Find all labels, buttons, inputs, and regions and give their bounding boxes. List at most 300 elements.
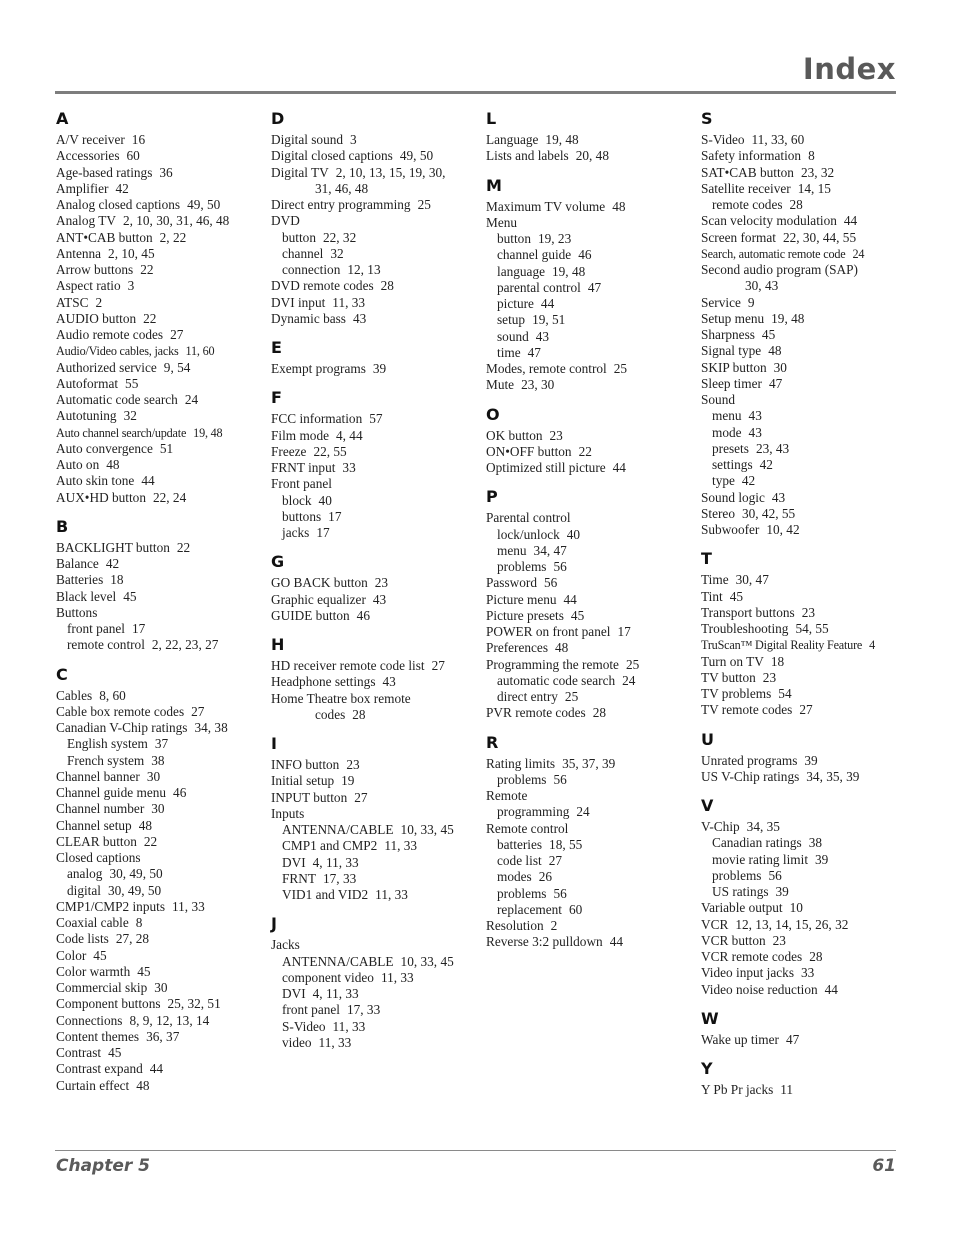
- entry-pages: 43: [352, 310, 367, 326]
- section-letter: R: [486, 732, 499, 752]
- index-entry: [701, 621, 911, 637]
- index-subentry: [701, 868, 911, 884]
- index-entry: [701, 965, 911, 981]
- entry-term: Exempt programs: [271, 361, 366, 376]
- index-subentry: [701, 425, 911, 441]
- section-letter: L: [486, 109, 497, 128]
- entry-term: movie rating limit: [712, 851, 809, 867]
- entry-pages: 11, 33: [332, 294, 366, 310]
- index-entry: [486, 608, 696, 624]
- index-subentry: [271, 230, 481, 246]
- index-entry: [271, 592, 481, 608]
- index-subentry: [271, 1019, 481, 1035]
- index-subentry: [486, 559, 696, 575]
- entry-term: Automatic code search: [56, 392, 178, 407]
- entry-term: Audio remote codes: [56, 327, 164, 342]
- index-subentry: [56, 753, 266, 769]
- entry-term: Lists and labels: [486, 148, 569, 164]
- entry-pages: 45: [137, 963, 151, 979]
- entry-pages: 2, 10, 13, 15, 19, 30,: [335, 164, 446, 180]
- entry-term: Curtain effect: [56, 1077, 130, 1093]
- entry-term: mode: [712, 424, 742, 440]
- index-entry: [56, 1045, 266, 1061]
- index-entry: [56, 311, 266, 327]
- index-entry: [486, 640, 696, 656]
- index-entry: [486, 510, 696, 526]
- entry-pages: 34, 35: [746, 819, 780, 834]
- entry-pages: 22, 32: [322, 229, 357, 245]
- section-letter: Y: [701, 1059, 713, 1078]
- index-subentry: [486, 247, 696, 263]
- index-entry: [56, 181, 266, 197]
- index-entry: [271, 181, 481, 197]
- entry-term: channel: [282, 245, 324, 261]
- index-entry: [56, 278, 266, 294]
- entry-pages: 24: [184, 392, 199, 407]
- index-subentry: [486, 902, 696, 918]
- entry-term: Remote: [486, 788, 528, 803]
- entry-term: Black level: [56, 588, 117, 604]
- index-section-r: [486, 731, 696, 951]
- entry-term: language: [497, 263, 545, 279]
- index-entry: [56, 473, 266, 489]
- entry-pages: 2, 22, 23, 27: [151, 637, 219, 653]
- entry-pages: 60: [126, 148, 140, 164]
- entry-term: S-Video: [701, 132, 745, 147]
- entry-pages: 39: [372, 361, 387, 376]
- entry-term: modes: [497, 869, 532, 885]
- section-letter: O: [486, 404, 500, 424]
- entry-term: jacks: [282, 525, 310, 540]
- section-letter: E: [271, 338, 282, 357]
- entry-term: DVD: [271, 213, 300, 229]
- index-subentry: [486, 869, 696, 885]
- entry-pages: 23: [801, 604, 816, 620]
- section-letter: W: [701, 1008, 719, 1028]
- index-entry: [701, 392, 911, 408]
- entry-term: ANTENNA/CABLE: [282, 953, 394, 969]
- index-subentry: [486, 886, 696, 902]
- entry-term: CMP1 and CMP2: [282, 838, 378, 854]
- index-entry: [271, 658, 481, 674]
- entry-term: AUDIO button: [56, 310, 137, 326]
- index-entry: [701, 360, 911, 376]
- index-entry: [701, 148, 911, 164]
- entry-term: block: [282, 492, 312, 508]
- entry-term: problems: [497, 771, 547, 787]
- entry-term: Jacks: [271, 937, 300, 953]
- entry-pages: 24: [576, 804, 590, 820]
- entry-pages: 43: [372, 591, 387, 607]
- index-subentry: [56, 883, 266, 899]
- entry-term: ON•OFF button: [486, 443, 572, 459]
- entry-pages: 33: [342, 460, 356, 475]
- index-entry: [271, 937, 481, 953]
- index-entry: [701, 933, 911, 949]
- entry-term: presets: [712, 440, 749, 456]
- entry-term: FRNT: [282, 870, 316, 886]
- entry-pages: 54: [778, 686, 792, 701]
- entry-pages: 30, 47: [735, 572, 769, 588]
- index-subentry: [701, 457, 911, 473]
- entry-pages: 23: [549, 427, 563, 443]
- entry-pages: 23: [772, 932, 786, 948]
- section-letter: D: [271, 109, 285, 128]
- entry-pages: 48: [612, 198, 626, 214]
- entry-term: video: [282, 1034, 312, 1050]
- index-entry: [701, 949, 911, 965]
- index-entry: [486, 705, 696, 721]
- entry-term: type: [712, 473, 735, 489]
- entry-term: S-Video: [282, 1018, 326, 1034]
- entry-term: Canadian V-Chip ratings: [56, 720, 188, 735]
- index-entry: [701, 262, 911, 278]
- entry-term: ANTENNA/CABLE: [282, 822, 394, 837]
- entry-term: Service: [701, 294, 741, 310]
- index-entry: [701, 686, 911, 702]
- entry-term: Color warmth: [56, 963, 131, 979]
- index-section-e: [271, 336, 481, 377]
- entry-term: Authorized service: [56, 359, 157, 375]
- entry-pages: 34, 47: [533, 542, 567, 558]
- index-entry: [56, 540, 266, 556]
- entry-pages: 48: [768, 343, 782, 359]
- entry-term: button: [282, 229, 316, 245]
- entry-pages: 23, 30: [521, 377, 555, 393]
- index-entry: [56, 688, 266, 704]
- entry-pages: 17: [316, 525, 330, 540]
- entry-pages: 43: [748, 408, 762, 424]
- entry-pages: 42: [741, 473, 756, 489]
- entry-term: Subwoofer: [701, 522, 760, 537]
- index-subentry: [56, 637, 266, 653]
- index-entry: [56, 230, 266, 246]
- entry-term: Aspect ratio: [56, 278, 121, 294]
- index-entry: [271, 278, 481, 294]
- index-entry: [56, 213, 266, 229]
- entry-term: Antenna: [56, 245, 102, 261]
- entry-term: Scan velocity modulation: [701, 213, 837, 229]
- index-section-p: [486, 485, 696, 721]
- entry-term: Signal type: [701, 343, 762, 359]
- section-letter: V: [701, 796, 714, 815]
- entry-pages: 23: [374, 575, 389, 591]
- entry-pages: 25: [625, 656, 640, 672]
- entry-term: DVI: [282, 854, 306, 870]
- entry-term: GO BACK button: [271, 575, 368, 591]
- index-subentry: [486, 804, 696, 820]
- entry-term: V-Chip: [701, 819, 740, 834]
- entry-term: Autotuning: [56, 408, 117, 424]
- index-entry: [701, 589, 911, 605]
- page-number: 61: [872, 1156, 896, 1176]
- entry-term: Rating limits: [486, 755, 556, 771]
- entry-pages: 2, 10, 45: [108, 245, 155, 261]
- index-entry: [56, 408, 266, 424]
- entry-term: Parental control: [486, 510, 571, 526]
- index-column-2: [271, 107, 481, 1060]
- entry-term: setup: [497, 312, 526, 328]
- entry-term: automatic code search: [497, 672, 616, 688]
- entry-term: Digital closed captions: [271, 148, 393, 164]
- entry-pages: 32: [123, 408, 137, 424]
- index-subentry: [486, 280, 696, 296]
- entry-pages: 3: [127, 278, 135, 294]
- entry-term: Auto skin tone: [56, 473, 135, 489]
- index-entry: [56, 165, 266, 181]
- index-subentry: [701, 441, 911, 457]
- entry-pages: 10: [789, 900, 803, 916]
- entry-term: Film mode: [271, 427, 329, 443]
- index-subentry: [486, 772, 696, 788]
- entry-term: Cable box remote codes: [56, 703, 185, 719]
- entry-term: Y Pb Pr jacks: [701, 1082, 774, 1097]
- entry-pages: 22: [578, 443, 592, 459]
- index-entry: [56, 327, 266, 343]
- entry-term: Code lists: [56, 931, 109, 947]
- index-entry: [271, 213, 481, 229]
- entry-pages: 35, 37, 39: [562, 755, 616, 771]
- entry-term: code list: [497, 853, 542, 868]
- entry-term: Audio/Video cables, jacks: [56, 344, 179, 359]
- index-subentry: [486, 345, 696, 361]
- entry-pages: 45: [123, 588, 137, 604]
- entry-pages: 28: [352, 706, 366, 722]
- index-entry: [701, 819, 911, 835]
- entry-term: menu: [497, 542, 527, 558]
- index-section-c: [56, 663, 266, 1094]
- index-entry: [271, 295, 481, 311]
- index-section-w: [701, 1007, 911, 1048]
- entry-pages: 10, 42: [766, 522, 800, 537]
- entry-pages: 48: [555, 640, 569, 656]
- entry-term: Second audio program (SAP): [701, 262, 858, 277]
- index-entry: [56, 931, 266, 947]
- entry-pages: 19, 51: [532, 312, 566, 328]
- entry-term: programming: [497, 804, 570, 820]
- entry-term: Canadian ratings: [712, 835, 802, 851]
- entry-term: Sleep timer: [701, 375, 762, 391]
- index-subentry: [271, 871, 481, 887]
- entry-term: Age-based ratings: [56, 164, 153, 180]
- entry-pages: 43: [382, 674, 396, 690]
- entry-pages: 30, 49, 50: [109, 866, 163, 882]
- entry-pages: 10, 33, 45: [400, 822, 454, 837]
- section-letter: F: [271, 388, 282, 408]
- index-section-d: [271, 107, 481, 327]
- index-entry: [701, 637, 911, 653]
- index-entry: [701, 132, 911, 148]
- section-letter: G: [271, 552, 285, 572]
- index-entry: [271, 790, 481, 806]
- index-entry: [701, 522, 911, 538]
- entry-pages: 47: [587, 279, 602, 295]
- entry-term: DVI input: [271, 294, 326, 310]
- index-subentry: [486, 296, 696, 312]
- entry-term: Search, automatic remote code: [701, 246, 846, 261]
- page-title: Index: [802, 52, 896, 86]
- entry-pages: 49, 50: [399, 148, 434, 164]
- entry-term: ATSC: [56, 294, 89, 310]
- entry-pages: 25, 32, 51: [167, 996, 221, 1012]
- index-section-s: [701, 107, 911, 538]
- section-letter: T: [701, 549, 712, 569]
- entry-term: Sound logic: [701, 489, 765, 505]
- entry-term: HD receiver remote code list: [271, 658, 425, 673]
- entry-term: codes: [315, 706, 346, 722]
- entry-pages: 30: [146, 768, 161, 784]
- entry-term: VCR: [701, 916, 729, 932]
- entry-pages: 22: [143, 833, 158, 849]
- entry-pages: 27: [354, 789, 368, 805]
- entry-pages: 18, 55: [549, 836, 583, 852]
- entry-term: Variable output: [701, 900, 783, 916]
- entry-pages: 11: [780, 1082, 794, 1097]
- entry-pages: 36, 37: [146, 1028, 180, 1044]
- index-entry: [701, 900, 911, 916]
- entry-term: Menu: [486, 214, 518, 230]
- index-subentry: [271, 838, 481, 854]
- entry-term: Unrated programs: [701, 752, 798, 768]
- entry-term: Tint: [701, 588, 723, 604]
- entry-term: ANT•CAB button: [56, 229, 153, 245]
- entry-pages: 30, 42, 55: [741, 505, 796, 521]
- entry-term: settings: [712, 457, 753, 472]
- index-entry: [701, 213, 911, 229]
- index-entry: [701, 702, 911, 718]
- entry-term: Arrow buttons: [56, 262, 134, 277]
- entry-term: menu: [712, 408, 742, 424]
- index-subentry: [486, 264, 696, 280]
- index-entry: [486, 460, 696, 476]
- entry-pages: 43: [748, 424, 762, 440]
- entry-term: AUX•HD button: [56, 489, 146, 505]
- section-letter: M: [486, 175, 502, 195]
- index-section-a: [56, 107, 266, 506]
- entry-term: sound: [497, 328, 529, 344]
- entry-pages: 17: [328, 508, 342, 524]
- entry-term: Digital sound: [271, 132, 344, 147]
- index-entry: [56, 704, 266, 720]
- entry-term: Wake up timer: [701, 1031, 779, 1047]
- index-entry: [486, 361, 696, 377]
- entry-term: SKIP button: [701, 359, 767, 375]
- entry-term: batteries: [497, 836, 543, 852]
- index-subentry: [271, 986, 481, 1002]
- index-entry: [486, 918, 696, 934]
- entry-term: Analog TV: [56, 213, 116, 229]
- entry-pages: 37: [154, 736, 169, 752]
- index-entry: [486, 821, 696, 837]
- index-entry: [271, 361, 481, 377]
- entry-term: Inputs: [271, 805, 305, 821]
- entry-pages: 11, 33: [332, 1018, 366, 1034]
- entry-pages: 30: [151, 801, 165, 817]
- entry-pages: 30: [773, 359, 787, 375]
- index-entry: [701, 311, 911, 327]
- index-subentry: [701, 835, 911, 851]
- entry-pages: 54, 55: [795, 621, 829, 636]
- index-entry: [701, 246, 911, 262]
- entry-pages: 42: [105, 556, 120, 571]
- entry-pages: 48: [138, 817, 153, 833]
- entry-pages: 8: [135, 915, 143, 930]
- entry-term: Setup menu: [701, 310, 765, 326]
- index-entry: [701, 278, 911, 294]
- entry-term: Analog closed captions: [56, 197, 181, 212]
- entry-pages: 8: [808, 148, 815, 164]
- entry-term: analog: [67, 866, 103, 882]
- entry-term: Dynamic bass: [271, 310, 346, 326]
- entry-pages: 2: [550, 918, 558, 933]
- index-section-m: [486, 174, 696, 394]
- index-subentry: [486, 527, 696, 543]
- entry-term: Channel setup: [56, 817, 132, 833]
- entry-term: component video: [282, 969, 374, 985]
- entry-pages: 28: [789, 197, 803, 212]
- entry-pages: 56: [553, 559, 567, 574]
- index-entry: [701, 327, 911, 343]
- index-entry: [271, 476, 481, 492]
- entry-term: SAT•CAB button: [701, 164, 794, 180]
- index-entry: [271, 132, 481, 148]
- entry-term: CLEAR button: [56, 833, 137, 849]
- entry-term: replacement: [497, 901, 562, 917]
- entry-pages: 34, 35, 39: [806, 768, 860, 784]
- entry-term: Picture presets: [486, 607, 564, 623]
- entry-term: A/V receiver: [56, 132, 125, 147]
- entry-pages: 40: [566, 526, 581, 542]
- entry-pages: 8, 9, 12, 13, 14: [129, 1012, 210, 1028]
- index-section-v: [701, 794, 911, 998]
- index-entry: [56, 262, 266, 278]
- entry-pages: 33: [801, 965, 815, 981]
- entry-pages: 22, 55: [313, 443, 347, 459]
- entry-pages: 14, 15: [797, 180, 831, 196]
- index-entry: [56, 441, 266, 457]
- entry-term: Cables: [56, 687, 93, 703]
- index-section-h: [271, 633, 481, 723]
- index-subentry: [486, 329, 696, 345]
- index-entry: [701, 917, 911, 933]
- entry-term: Buttons: [56, 604, 98, 620]
- entry-pages: 11, 60: [185, 344, 215, 359]
- entry-term: Reverse 3:2 pulldown: [486, 934, 603, 950]
- section-letter: P: [486, 487, 498, 507]
- entry-pages: 11, 33: [318, 1034, 352, 1050]
- entry-pages: 4, 44: [336, 427, 363, 443]
- entry-pages: 19, 48: [193, 425, 223, 440]
- index-entry: [56, 343, 266, 359]
- entry-term: button: [497, 231, 531, 246]
- entry-term: TV button: [701, 669, 756, 685]
- index-entry: [56, 980, 266, 996]
- entry-term: Content themes: [56, 1028, 140, 1044]
- index-subentry: [701, 197, 911, 213]
- index-subentry: [56, 736, 266, 752]
- index-subentry: [271, 493, 481, 509]
- entry-pages: 22: [176, 539, 191, 555]
- index-section-y: [701, 1057, 911, 1098]
- index-subentry: [701, 884, 911, 900]
- entry-pages: 19: [341, 773, 355, 789]
- index-entry: [271, 691, 481, 707]
- entry-pages: 32: [330, 245, 344, 261]
- entry-term: remote codes: [712, 197, 783, 212]
- entry-term: Channel number: [56, 801, 145, 817]
- index-entry: [486, 199, 696, 215]
- entry-term: problems: [497, 885, 547, 901]
